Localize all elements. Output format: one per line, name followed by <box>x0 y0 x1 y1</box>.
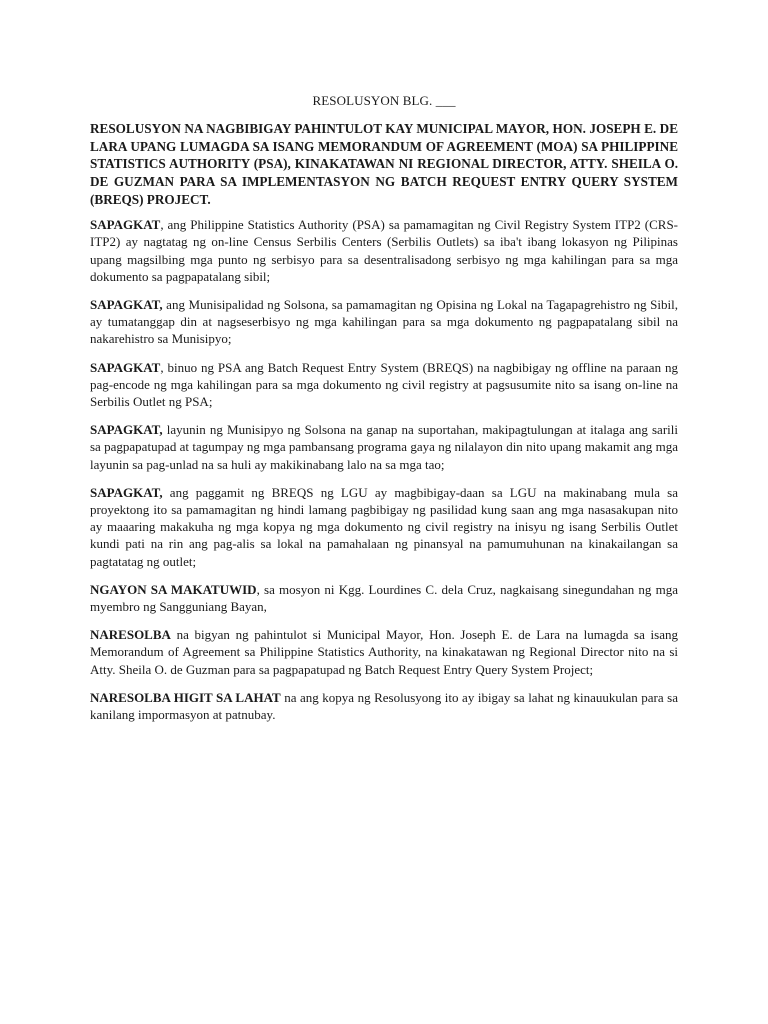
clause-3 <box>90 359 678 411</box>
clause-text: , binuo ng PSA ang Batch Request Entry System (BREQS) na nagbibigay ng offline na paraan ng pag-encode ng mga kahilingan para sa mga dokumento ng civil registry at pagsusumite nito sa isang on-line na Serbilis Outlet ng PSA; <box>90 359 678 409</box>
clause-lead: SAPAGKAT <box>90 359 161 375</box>
clause-text: layunin ng Munisipyo ng Solsona na ganap na suportahan, makipagtulungan at italaga ang sarili sa pagpapatupad at tagumpay ng mga pambansang programa gaya ng nilalayon din nito upang makamit ang mga layunin sa pag-unlad na sa huli ay makikinabang lalo na sa mga tao; <box>90 422 678 472</box>
clause-1 <box>90 216 678 285</box>
resolution-title: RESOLUSYON NA NAGBIBIGAY PAHINTULOT KAY MUNICIPAL MAYOR, HON. JOSEPH E. DE LARA UPANG LUMAGDA SA ISANG MEMORANDUM OF AGREEMENT (MOA) SA PHILIPPINE STATISTICS AUTHORITY (PSA), KINAKATAWAN NI REGIONAL DIRECTOR, ATTY. SHEILA O. DE GUZMAN PARA SA IMPLEMENTASYON NG BATCH REQUEST ENTRY QUERY SYSTEM (BREQS) PROJECT. <box>90 121 678 207</box>
clause-lead: NARESOLBA HIGIT SA LAHAT <box>90 689 281 705</box>
clause-2 <box>90 296 678 348</box>
clause-text: na bigyan ng pahintulot si Municipal Mayor, Hon. Joseph E. de Lara na lumagda sa isang Memorandum of Agreement sa Philippine Statistics Authority, na kinakatawan ng Regional Director nito na si Atty. Sheila O. de Guzman para sa pagpapatupad ng Batch Request Entry Query System Project; <box>90 627 678 677</box>
resolution-number: RESOLUSYON BLG. ___ <box>312 93 456 108</box>
clause-text: na ang kopya ng Resolusyong ito ay ibigay sa lahat ng kinauukulan para sa kanilang impormasyon at patnubay. <box>90 689 678 723</box>
document-page <box>90 92 678 734</box>
clause-text: ang Munisipalidad ng Solsona, sa pamamagitan ng Opisina ng Lokal na Tagapagrehistro ng Sibil, ay tumatanggap din at nagseserbisyo ng mga kahilingan para sa mga dokumento ng pagpapatalang sibil na nakarehistro sa Munisipyo; <box>90 296 678 347</box>
clause-6 <box>90 581 678 615</box>
clause-7 <box>90 626 678 678</box>
clause-4 <box>90 421 678 473</box>
clause-lead: NGAYON SA MAKATUWID <box>90 581 257 597</box>
clause-lead: NARESOLBA <box>90 627 171 643</box>
clause-text: , ang Philippine Statistics Authority (PSA) sa pamamagitan ng Civil Registry System ITP2 (CRS-ITP2) ay nagtatag ng on-line Census Serbilis Centers (Serbilis Outlets) sa iba't ibang lokasyon ng Pilipinas upang magsilbing mga punto ng serbisyo para sa desentralisadong serbisyo ng mga kahilingan para sa mga dokumento sa pagpapatalang sibil; <box>90 217 678 284</box>
clause-lead: SAPAGKAT, <box>90 296 163 312</box>
clause-8 <box>90 689 678 723</box>
clause-text: ang paggamit ng BREQS ng LGU ay magbibigay-daan sa LGU na makinabang mula sa proyektong ito sa pamamagitan ng hindi lamang pagbibigay ng pasilidad kung saan ang mga nasasakupan nito ay maaaring makakuha ng mga kopya ng mga dokumento ng civil registry na inisyu ng isang Serbilis Outlet kundi pati na rin ang pag-alis sa lokal na pamahalaan ng pinansyal na pamumuhunan na kinakailangan sa pagtatatag ng outlet; <box>90 484 678 569</box>
clause-lead: SAPAGKAT, <box>90 484 163 500</box>
clause-5 <box>90 484 678 570</box>
clause-lead: SAPAGKAT <box>90 217 161 233</box>
clause-lead: SAPAGKAT, <box>90 422 163 438</box>
clause-text: , sa mosyon ni Kgg. Lourdines C. dela Cruz, nagkaisang sinegundahan ng mga myembro ng Sangguniang Bayan, <box>90 581 679 615</box>
